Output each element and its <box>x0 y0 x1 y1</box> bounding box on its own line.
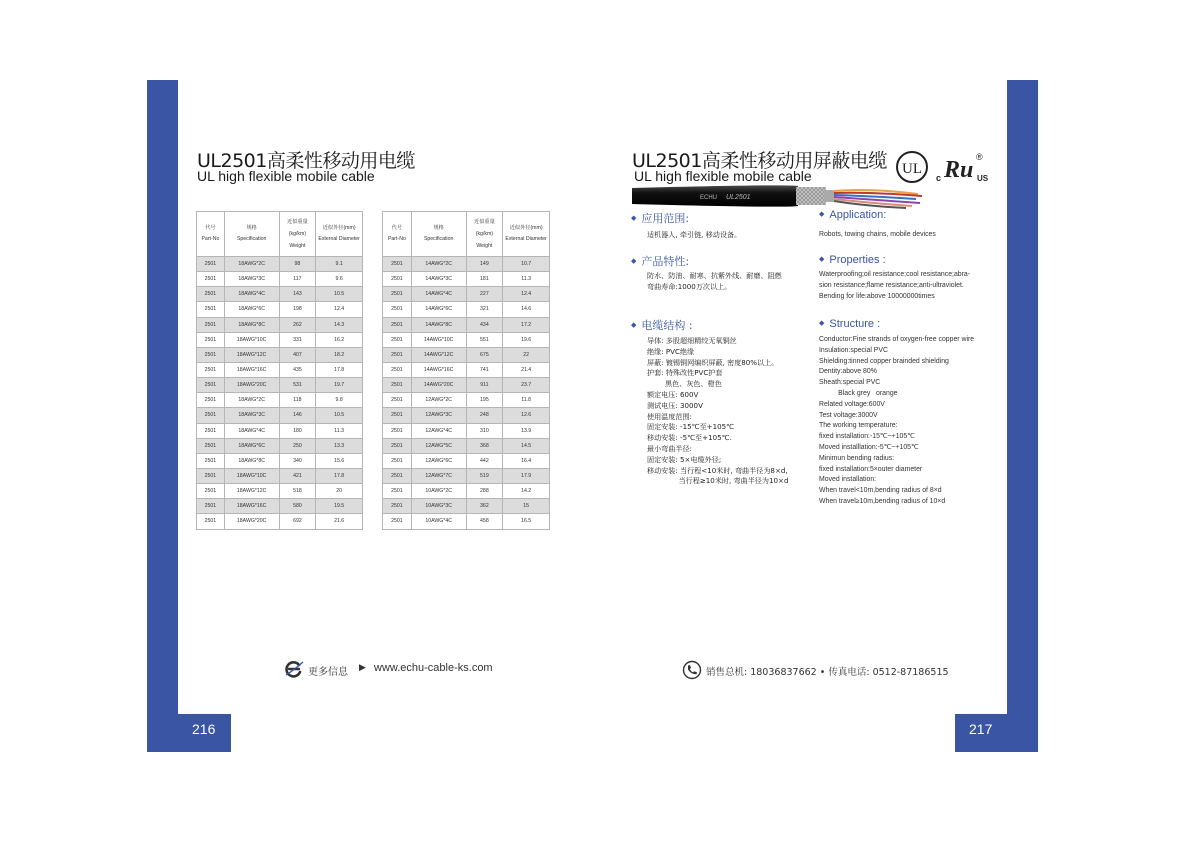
diameter-cell: 16.2 <box>316 332 363 347</box>
specification-cell: 10AWG*2C <box>411 484 466 499</box>
svg-text:Ru: Ru <box>944 157 974 183</box>
weight-cell: 180 <box>279 423 316 438</box>
weight-cell: 458 <box>466 514 503 529</box>
diameter-cell: 23.7 <box>503 378 550 393</box>
specification-cell: 14AWG*2C <box>411 257 466 272</box>
right-page-band-bottom <box>955 714 1038 752</box>
spec-table-right <box>382 211 550 530</box>
part-no-cell: 2501 <box>197 317 225 332</box>
sales-contact-text: 销售总机: 18036837662 • 传真电话: 0512-87186515 <box>706 667 949 678</box>
table-row <box>383 468 550 483</box>
specification-cell: 18AWG*12C <box>224 484 279 499</box>
header-part-no: 代号 Part-No <box>197 212 225 257</box>
svg-text:®: ® <box>976 152 983 162</box>
diameter-cell: 21.4 <box>503 362 550 377</box>
diameter-cell: 10.5 <box>316 408 363 423</box>
table-row <box>197 378 363 393</box>
part-no-cell: 2501 <box>197 499 225 514</box>
weight-cell: 143 <box>279 287 316 302</box>
table-row <box>197 438 363 453</box>
specification-cell: 14AWG*20C <box>411 378 466 393</box>
c-ru-us-certification-icon <box>933 150 995 184</box>
diameter-cell: 22 <box>503 347 550 362</box>
phone-icon <box>682 660 702 680</box>
weight-cell: 117 <box>279 272 316 287</box>
part-no-cell: 2501 <box>383 499 412 514</box>
table-row <box>383 347 550 362</box>
weight-cell: 675 <box>466 347 503 362</box>
table-row <box>197 514 363 529</box>
page-number-left: 216 <box>192 721 216 737</box>
part-no-cell: 2501 <box>383 287 412 302</box>
diameter-cell: 19.5 <box>316 499 363 514</box>
part-no-cell: 2501 <box>197 302 225 317</box>
diameter-cell: 17.9 <box>503 468 550 483</box>
echu-logo-icon <box>284 659 304 679</box>
part-no-cell: 2501 <box>383 302 412 317</box>
specification-cell: 18AWG*6C <box>224 302 279 317</box>
part-no-cell: 2501 <box>383 514 412 529</box>
diameter-cell: 17.8 <box>316 468 363 483</box>
weight-cell: 340 <box>279 453 316 468</box>
specification-cell: 12AWG*2C <box>411 393 466 408</box>
specification-cell: 18AWG*3C <box>224 408 279 423</box>
part-no-cell: 2501 <box>383 484 412 499</box>
weight-cell: 368 <box>466 438 503 453</box>
weight-cell: 434 <box>466 317 503 332</box>
weight-cell: 98 <box>279 257 316 272</box>
specification-cell: 18AWG*16C <box>224 499 279 514</box>
table-row <box>383 514 550 529</box>
diameter-cell: 11.3 <box>503 272 550 287</box>
part-no-cell: 2501 <box>383 332 412 347</box>
specification-cell: 18AWG*6C <box>224 438 279 453</box>
table-row <box>383 317 550 332</box>
table-row <box>197 499 363 514</box>
diameter-cell: 19.7 <box>316 378 363 393</box>
specification-cell: 18AWG*12C <box>224 347 279 362</box>
specification-cell: 12AWG*4C <box>411 423 466 438</box>
right-title-cn: UL2501高柔性移动用屏蔽电缆 <box>632 150 887 172</box>
part-no-cell: 2501 <box>197 423 225 438</box>
specification-cell: 18AWG*20C <box>224 378 279 393</box>
table-row <box>383 332 550 347</box>
diameter-cell: 18.2 <box>316 347 363 362</box>
diameter-cell: 14.5 <box>503 438 550 453</box>
header-external-diameter: 近似外径(mm) External Diameter <box>503 212 550 257</box>
specification-cell: 14AWG*4C <box>411 287 466 302</box>
table-row <box>383 499 550 514</box>
diameter-cell: 9.8 <box>316 393 363 408</box>
weight-cell: 250 <box>279 438 316 453</box>
part-no-cell: 2501 <box>197 393 225 408</box>
structure-heading-en: ◆ Structure : <box>819 318 881 330</box>
part-no-cell: 2501 <box>197 468 225 483</box>
specification-cell: 10AWG*4C <box>411 514 466 529</box>
part-no-cell: 2501 <box>197 347 225 362</box>
specification-cell: 18AWG*2C <box>224 393 279 408</box>
application-text-en: Robots, towing chains, mobile devices <box>819 231 936 238</box>
table-row <box>197 332 363 347</box>
part-no-cell: 2501 <box>197 272 225 287</box>
specification-cell: 12AWG*6C <box>411 453 466 468</box>
part-no-cell: 2501 <box>197 438 225 453</box>
left-title-en: UL high flexible mobile cable <box>197 168 375 184</box>
diameter-cell: 15.6 <box>316 453 363 468</box>
diameter-cell: 11.8 <box>503 393 550 408</box>
specification-cell: 14AWG*8C <box>411 317 466 332</box>
weight-cell: 551 <box>466 332 503 347</box>
part-no-cell: 2501 <box>197 484 225 499</box>
table-row <box>197 347 363 362</box>
specification-cell: 18AWG*16C <box>224 362 279 377</box>
part-no-cell: 2501 <box>197 257 225 272</box>
left-page-band-bottom <box>147 714 231 752</box>
diameter-cell: 16.5 <box>503 514 550 529</box>
table-row <box>197 257 363 272</box>
specification-cell: 18AWG*10C <box>224 468 279 483</box>
weight-cell: 407 <box>279 347 316 362</box>
part-no-cell: 2501 <box>197 332 225 347</box>
specification-cell: 12AWG*3C <box>411 408 466 423</box>
diameter-cell: 17.8 <box>316 362 363 377</box>
weight-cell: 442 <box>466 453 503 468</box>
svg-text:US: US <box>977 174 989 183</box>
weight-cell: 262 <box>279 317 316 332</box>
header-external-diameter: 近似外径(mm) External Diameter <box>316 212 363 257</box>
application-heading-en: ◆ Application: <box>819 209 887 221</box>
svg-text:UL2501: UL2501 <box>726 194 751 201</box>
properties-heading-en: ◆ Properties : <box>819 254 886 266</box>
part-no-cell: 2501 <box>383 393 412 408</box>
table-row <box>197 302 363 317</box>
weight-cell: 421 <box>279 468 316 483</box>
specification-cell: 14AWG*6C <box>411 302 466 317</box>
diameter-cell: 12.4 <box>316 302 363 317</box>
svg-text:UL: UL <box>902 161 922 177</box>
specification-cell: 18AWG*8C <box>224 317 279 332</box>
specification-cell: 18AWG*10C <box>224 332 279 347</box>
part-no-cell: 2501 <box>383 347 412 362</box>
properties-heading-cn: ◆ 产品特性: <box>631 255 690 268</box>
diameter-cell: 11.3 <box>316 423 363 438</box>
diameter-cell: 15 <box>503 499 550 514</box>
specification-cell: 14AWG*12C <box>411 347 466 362</box>
table-header-row <box>197 212 363 257</box>
diameter-cell: 9.6 <box>316 272 363 287</box>
structure-text-en: Conductor:Fine strands of oxygen-free copper wire Insulation:special PVC Shielding:tinned copper brainded shielding Dentity:above 80% Sheath:special PVC Black grey orange Related voltage:600V Test voltage:3000V The working temperature: fixed installation:-15℃~+105℃ Moved installlation:-5℃~+105℃ Minimun bending radius: fixed installation:5×outer diameter Moved installation: When travel<10m,bending radius of 8×d When travel≥10m,bending radius of 10×d <box>819 336 975 505</box>
table-row <box>383 453 550 468</box>
svg-text:ECHU: ECHU <box>700 195 718 201</box>
diameter-cell: 10.5 <box>316 287 363 302</box>
diameter-cell: 9.1 <box>316 257 363 272</box>
header-specification: 规格 Specification <box>411 212 466 257</box>
table-row <box>383 423 550 438</box>
specification-cell: 12AWG*5C <box>411 438 466 453</box>
specification-cell: 18AWG*4C <box>224 287 279 302</box>
table-row <box>383 378 550 393</box>
part-no-cell: 2501 <box>197 287 225 302</box>
part-no-cell: 2501 <box>383 362 412 377</box>
diameter-cell: 19.6 <box>503 332 550 347</box>
table-row <box>383 408 550 423</box>
specification-cell: 12AWG*7C <box>411 468 466 483</box>
weight-cell: 321 <box>466 302 503 317</box>
diameter-cell: 14.3 <box>316 317 363 332</box>
part-no-cell: 2501 <box>197 514 225 529</box>
structure-text-cn: 导体: 多股超细精绞无氧铜丝 绝缘: PVC绝缘 屏蔽: 镀锡铜网编织屏蔽, 密度80%以上。 护套: 特殊改性PVC护套 黑色、灰色、橙色 额定电压: 600V 测试电压: 3000V 使用温度范围: 固定安装: -15℃至+105℃ 移动安装: -5℃至+105℃. 最小弯曲半径: 固定安装: 5×电缆外径; 移动安装: 当行程<10米时, 弯曲半径为8×d, 当行程≥10米时, 弯曲半径为10×d <box>647 336 789 486</box>
structure-heading-cn: ◆ 电缆结构 : <box>631 319 693 332</box>
svg-text:c: c <box>936 173 942 183</box>
part-no-cell: 2501 <box>383 468 412 483</box>
weight-cell: 227 <box>466 287 503 302</box>
properties-text-en: Waterproofing;oil resistance;cool resistance;abra- sion resistance;flame resistance;anti-ultraviolet. Bending for life:above 10000000times <box>819 271 971 300</box>
left-page-band-top <box>147 80 178 714</box>
weight-cell: 146 <box>279 408 316 423</box>
weight-cell: 531 <box>279 378 316 393</box>
table-row <box>197 484 363 499</box>
weight-cell: 692 <box>279 514 316 529</box>
table-row <box>383 302 550 317</box>
table-row <box>383 362 550 377</box>
part-no-cell: 2501 <box>383 378 412 393</box>
specification-cell: 18AWG*3C <box>224 272 279 287</box>
table-row <box>197 468 363 483</box>
table-row <box>197 393 363 408</box>
arrow-right-icon: ▶ <box>359 663 366 673</box>
table-row <box>197 287 363 302</box>
diameter-cell: 14.2 <box>503 484 550 499</box>
diameter-cell: 14.6 <box>503 302 550 317</box>
table-row <box>197 408 363 423</box>
diameter-cell: 20 <box>316 484 363 499</box>
weight-cell: 198 <box>279 302 316 317</box>
part-no-cell: 2501 <box>383 438 412 453</box>
table-row <box>383 257 550 272</box>
part-no-cell: 2501 <box>197 362 225 377</box>
part-no-cell: 2501 <box>383 272 412 287</box>
diameter-cell: 17.2 <box>503 317 550 332</box>
weight-cell: 195 <box>466 393 503 408</box>
table-row <box>383 272 550 287</box>
specification-cell: 18AWG*20C <box>224 514 279 529</box>
weight-cell: 331 <box>279 332 316 347</box>
weight-cell: 310 <box>466 423 503 438</box>
more-info-label: 更多信息 <box>308 667 348 678</box>
weight-cell: 435 <box>279 362 316 377</box>
table-header-row <box>383 212 550 257</box>
header-weight: 近似重量 (kg/km) Weight <box>279 212 316 257</box>
table-row <box>383 393 550 408</box>
part-no-cell: 2501 <box>383 257 412 272</box>
weight-cell: 580 <box>279 499 316 514</box>
part-no-cell: 2501 <box>383 423 412 438</box>
table-row <box>197 272 363 287</box>
diameter-cell: 21.6 <box>316 514 363 529</box>
part-no-cell: 2501 <box>197 453 225 468</box>
ul-certification-icon <box>895 150 929 184</box>
diameter-cell: 12.4 <box>503 287 550 302</box>
weight-cell: 288 <box>466 484 503 499</box>
weight-cell: 118 <box>279 393 316 408</box>
specification-cell: 14AWG*3C <box>411 272 466 287</box>
weight-cell: 362 <box>466 499 503 514</box>
diameter-cell: 16.4 <box>503 453 550 468</box>
specification-cell: 14AWG*16C <box>411 362 466 377</box>
weight-cell: 519 <box>466 468 503 483</box>
weight-cell: 741 <box>466 362 503 377</box>
specification-cell: 18AWG*4C <box>224 423 279 438</box>
application-heading-cn: ◆ 应用范围: <box>631 212 690 225</box>
part-no-cell: 2501 <box>383 453 412 468</box>
header-weight: 近似重量 (kg/km) Weight <box>466 212 503 257</box>
weight-cell: 149 <box>466 257 503 272</box>
specification-cell: 10AWG*3C <box>411 499 466 514</box>
header-specification: 规格 Specification <box>224 212 279 257</box>
weight-cell: 181 <box>466 272 503 287</box>
table-row <box>197 423 363 438</box>
part-no-cell: 2501 <box>383 317 412 332</box>
spec-table-left <box>196 211 363 530</box>
diameter-cell: 13.9 <box>503 423 550 438</box>
properties-text-cn: 防水、防油、耐寒、抗紫外线、耐磨、阻燃 弯曲寿命:1000万次以上。 <box>647 271 782 291</box>
specification-cell: 18AWG*2C <box>224 257 279 272</box>
table-row <box>383 287 550 302</box>
part-no-cell: 2501 <box>383 408 412 423</box>
weight-cell: 911 <box>466 378 503 393</box>
weight-cell: 518 <box>279 484 316 499</box>
table-row <box>197 453 363 468</box>
table-row <box>383 484 550 499</box>
diameter-cell: 13.3 <box>316 438 363 453</box>
page-number-right: 217 <box>969 721 993 737</box>
part-no-cell: 2501 <box>197 408 225 423</box>
left-title-cn: UL2501高柔性移动用电缆 <box>197 150 415 172</box>
specification-cell: 14AWG*10C <box>411 332 466 347</box>
right-page-band-top <box>1007 80 1038 714</box>
header-part-no: 代号 Part-No <box>383 212 412 257</box>
part-no-cell: 2501 <box>197 378 225 393</box>
diameter-cell: 12.6 <box>503 408 550 423</box>
specification-cell: 18AWG*8C <box>224 453 279 468</box>
table-row <box>197 317 363 332</box>
website-link[interactable]: www.echu-cable-ks.com <box>374 662 493 674</box>
table-row <box>197 362 363 377</box>
cable-product-image <box>630 182 926 210</box>
weight-cell: 248 <box>466 408 503 423</box>
right-title-en: UL high flexible mobile cable <box>634 168 812 184</box>
table-row <box>383 438 550 453</box>
application-text-cn: 适机器人, 牵引链, 移动设备。 <box>647 230 742 239</box>
diameter-cell: 10.7 <box>503 257 550 272</box>
